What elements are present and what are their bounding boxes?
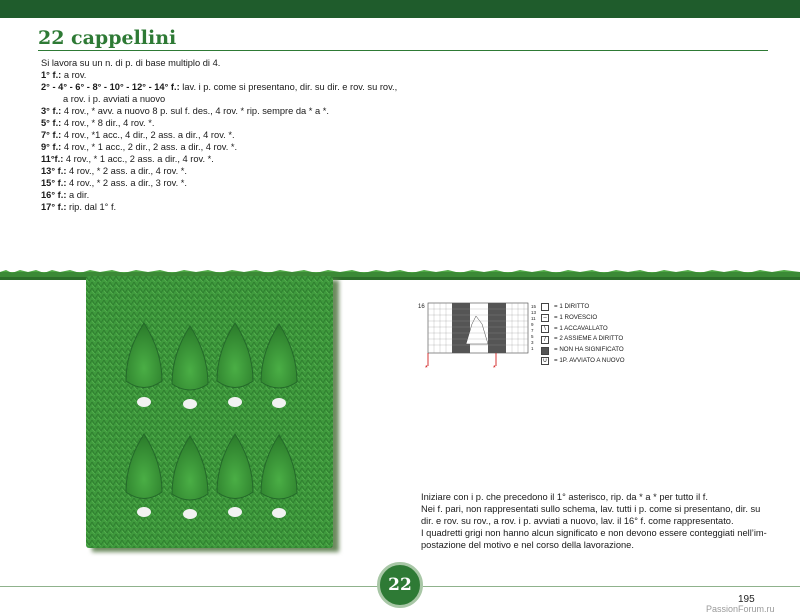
chart-row-number: 11 — [531, 316, 536, 321]
instruction-row: a rov. i p. avviati a nuovo — [63, 94, 166, 104]
chart-row-number: 5 — [531, 334, 534, 339]
pattern-instructions — [41, 57, 461, 213]
chart-row-number: 9 — [531, 322, 534, 327]
header-bar — [0, 0, 800, 18]
chart-explanation: Iniziare con i p. che precedono il 1° asterisco, rip. da * a * per tutto il f. Nei f. pari, non rappresentati sullo schema, lav. tutti i p. come si presentano, dir. su dir. e rov. su rov., a rov. i p. avviati a nuovo, lav. il 16° f. come rappresentato. I quadretti grigi non hanno alcun significato e non devono essere conteggiati nell’im- postazione del motivo e nel corso della lavorazione. — [421, 492, 767, 550]
chart-row-number: 13 — [531, 310, 537, 315]
instruction-row: 7° f.: 4 rov., *1 acc., 4 dir., 2 ass. a dir., 4 rov. *. — [41, 130, 235, 140]
instruction-row: 2° - 4° - 6° - 8° - 10° - 12° - 14° f.: lav. i p. come si presentano, dir. su dir. e rov. su rov., — [41, 82, 398, 92]
chart-row-16-label: 16 — [418, 304, 425, 310]
asterisk-start: * — [425, 365, 428, 372]
instruction-row: 1° f.: a rov. — [41, 70, 87, 80]
title-divider — [38, 50, 768, 51]
legend-item: \ = 1 ACCAVALLATO — [541, 324, 625, 335]
legend-item: – = 1 ROVESCIO — [541, 313, 625, 324]
pattern-title: 22 cappellini — [38, 27, 177, 49]
knit-symbol-icon — [541, 303, 549, 311]
pattern-number-badge: 22 — [377, 562, 423, 608]
page-number: 195 — [738, 594, 755, 605]
footer-divider-left — [0, 586, 378, 587]
instruction-row: 16° f.: a dir. — [41, 190, 90, 200]
legend-item: = NON HA SIGNIFICATO — [541, 345, 625, 356]
chart-row-number: 7 — [531, 328, 534, 333]
k2tog-symbol-icon: / — [541, 336, 549, 344]
instruction-row: 11°f.: 4 rov., * 1 acc., 2 ass. a dir., 4 rov. *. — [41, 154, 214, 164]
chart-legend — [541, 302, 625, 367]
instruction-row: 3° f.: 4 rov., * avv. a nuovo 8 p. sul f. des., 4 rov. * rip. sempre da * a *. — [41, 106, 329, 116]
instruction-row: 17° f.: rip. dal 1° f. — [41, 202, 117, 212]
instruction-row: 5° f.: 4 rov., * 8 dir., 4 rov. *. — [41, 118, 155, 128]
chart-row-number: 1 — [531, 346, 534, 351]
watermark: PassionForum.ru — [706, 604, 775, 614]
asterisk-end: * — [493, 365, 496, 372]
instruction-row: 9° f.: 4 rov., * 1 acc., 2 dir., 2 ass. a dir., 4 rov. *. — [41, 142, 238, 152]
slip-over-symbol-icon: \ — [541, 325, 549, 333]
no-stitch-symbol-icon — [541, 347, 549, 355]
legend-item: = 1 DIRITTO — [541, 302, 625, 313]
legend-item: / = 2 ASSIEME A DIRITTO — [541, 334, 625, 345]
knit-swatch-photo — [86, 276, 333, 548]
chart-row-number: 3 — [531, 340, 534, 345]
chart-row-number: 15 — [531, 304, 537, 309]
legend-item: ∪ = 1P. AVVIATO A NUOVO — [542, 356, 625, 365]
instruction-row: 15° f.: 4 rov., * 2 ass. a dir., 3 rov. *. — [41, 178, 187, 188]
instruction-row: 13° f.: 4 rov., * 2 ass. a dir., 4 rov. *. — [41, 166, 187, 176]
purl-symbol-icon: – — [541, 314, 549, 322]
cast-on-symbol-icon: ∪ — [542, 358, 548, 365]
instructions-intro: Si lavora su un n. di p. di base multiplo di 4. — [41, 58, 221, 68]
footer-divider-right — [423, 586, 800, 587]
